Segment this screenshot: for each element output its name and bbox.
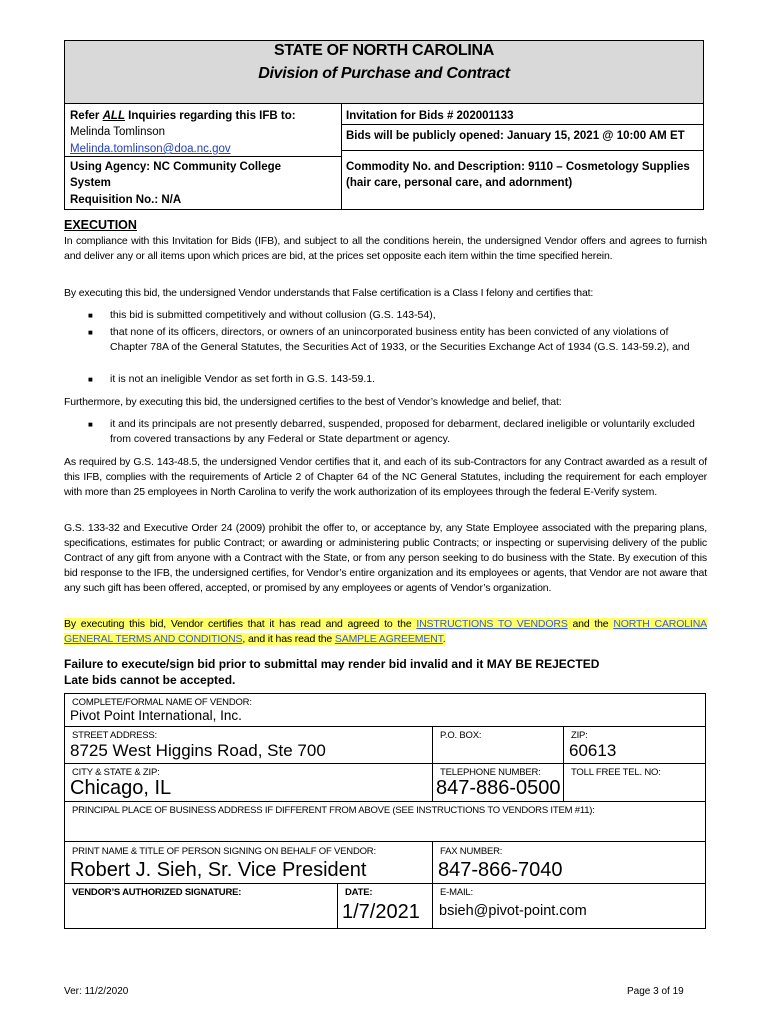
telephone-field[interactable]: 847-886-0500 xyxy=(436,777,561,799)
city-row xyxy=(65,764,705,802)
toll-free-field[interactable] xyxy=(564,764,705,801)
zip-field[interactable]: 60613 xyxy=(569,741,617,760)
highlighted-certification xyxy=(64,617,707,647)
bullet-icon: ■ xyxy=(88,328,93,337)
using-agency-line1: Using Agency: NC Community College xyxy=(70,161,282,173)
street-label: STREET ADDRESS: xyxy=(72,730,157,741)
date-field[interactable]: 1/7/2021 xyxy=(342,901,420,923)
vendor-name-field[interactable]: Pivot Point International, Inc. xyxy=(70,708,242,723)
sample-agreement-link[interactable]: SAMPLE AGREEMENT xyxy=(334,633,443,645)
vendor-info-form xyxy=(64,693,706,929)
hl-text-d: . xyxy=(442,633,446,645)
vendor-name-row xyxy=(65,694,705,727)
phone-label: TELEPHONE NUMBER: xyxy=(440,767,541,778)
document-header xyxy=(64,40,704,104)
zip-label: ZIP: xyxy=(571,730,588,741)
state-title: STATE OF NORTH CAROLINA xyxy=(273,42,495,59)
hl-text-b: and the xyxy=(567,618,614,630)
bullet-text: it is not an ineligible Vendor as set forth in G.S. 143-59.1. xyxy=(110,373,375,385)
signature-field[interactable] xyxy=(65,884,338,928)
bullet-text: it and its principals are not presently debarred, suspended, proposed for debarment, declared ineligible or voluntarily excluded from covered transactions by any Federal or State department or agency. xyxy=(110,418,695,445)
rejection-warning xyxy=(64,656,599,688)
city-label: CITY & STATE & ZIP: xyxy=(72,767,160,778)
date-label: DATE: xyxy=(345,887,373,898)
signature-label: VENDOR’S AUTHORIZED SIGNATURE: xyxy=(72,887,242,898)
info-left-column xyxy=(65,104,342,209)
street-row xyxy=(65,727,705,764)
bullet-icon: ■ xyxy=(88,311,93,320)
hl-text-a: By executing this bid, Vendor certifies that it has read and agreed to the xyxy=(64,618,417,630)
instructions-to-vendors-link[interactable]: INSTRUCTIONS TO VENDORS xyxy=(416,618,568,630)
fax-field[interactable]: 847-866-7040 xyxy=(438,859,563,881)
paragraph-gift-ban: G.S. 133-32 and Executive Order 24 (2009) prohibit the offer to, or acceptance by, any State Employee associated with the preparing plans, specifications, estimates for public Contract; or awarding or administering public Contracts; or inspecting or supervising delivery of the public Contract of any gift from anyone with a Contract with the State, or from any person seeking to do business with the State. By execution of this bid response to the IFB, the undersigned certifies, for Vendor’s entire organization and its employees or agents, that Vendor are not aware that any such gift has been offered, accepted, or promised by any employees or agents of Vendor’s organization. xyxy=(64,522,707,594)
hl-text-c: , and it has read the xyxy=(242,633,335,645)
ifb-number: Invitation for Bids # 202001133 xyxy=(346,110,514,122)
division-title: Division of Purchase and Contract xyxy=(258,65,510,82)
warning-line1: Failure to execute/sign bid prior to submittal may render bid invalid and it MAY BE REJECTED xyxy=(64,657,600,671)
requisition-number: Requisition No.: N/A xyxy=(70,194,182,206)
refer-all: ALL xyxy=(102,110,125,122)
bullet-icon: ■ xyxy=(88,375,93,384)
bullet-icon: ■ xyxy=(88,420,93,429)
fax-label: FAX NUMBER: xyxy=(440,846,503,857)
bullet-text: that none of its officers, directors, or owners of an unincorporated business entity has been convicted of any violations of Chapter 78A of the General Statutes, the Securities Act of 1933, or the Securities Exchange Act of 1934 (G.S. 143-59.2), and xyxy=(110,326,690,353)
version-footer: Ver: 11/2/2020 xyxy=(64,986,129,997)
using-agency-line2: System xyxy=(70,177,111,189)
refer-prefix: Refer xyxy=(70,110,103,122)
paragraph-certification: By executing this bid, the undersigned Vendor understands that False certification is a Class I felony and certifies that: xyxy=(64,287,594,299)
city-state-field[interactable]: Chicago, IL xyxy=(70,777,172,799)
commodity-line1: Commodity No. and Description: 9110 – Cosmetology Supplies xyxy=(346,161,690,173)
po-box-field[interactable] xyxy=(433,727,564,763)
ifb-info-table xyxy=(64,103,704,210)
vendor-name-label: COMPLETE/FORMAL NAME OF VENDOR: xyxy=(72,697,252,708)
bullet-text: this bid is submitted competitively and without collusion (G.S. 143-54), xyxy=(110,309,436,321)
signature-row xyxy=(65,884,705,928)
contact-name: Melinda Tomlinson xyxy=(70,126,166,138)
principal-address-row[interactable] xyxy=(65,802,705,842)
warning-line2: Late bids cannot be accepted. xyxy=(64,673,236,687)
paragraph-compliance: In compliance with this Invitation for Bids (IFB), and subject to all the conditions herein, the undersigned Vendor offers and agrees to furnish and deliver any or all items upon which prices are bid, at the prices set opposite each item within the time specified herein. xyxy=(64,235,707,262)
execution-heading: EXECUTION xyxy=(64,218,137,232)
print-name-field[interactable]: Robert J. Sieh, Sr. Vice President xyxy=(70,859,367,881)
po-box-label: P.O. BOX: xyxy=(440,730,482,741)
info-right-column xyxy=(341,104,703,209)
email-label: E-MAIL: xyxy=(440,887,473,898)
email-field[interactable]: bsieh@pivot-point.com xyxy=(439,903,587,919)
bid-opening: Bids will be publicly opened: January 15, 2021 @ 10:00 AM ET xyxy=(346,130,685,142)
refer-suffix: Inquiries regarding this IFB to: xyxy=(124,110,296,122)
commodity-line2: (hair care, personal care, and adornment) xyxy=(346,177,573,189)
street-address-field[interactable]: 8725 West Higgins Road, Ste 700 xyxy=(70,741,326,760)
principal-address-label: PRINCIPAL PLACE OF BUSINESS ADDRESS IF DIFFERENT FROM ABOVE (SEE INSTRUCTIONS TO VENDORS ITEM #11): xyxy=(72,805,595,816)
signer-row xyxy=(65,842,705,884)
nc-terms-conditions-link[interactable]: NORTH CAROLINA GENERAL TERMS AND CONDITIONS xyxy=(64,618,707,645)
toll-free-label: TOLL FREE TEL. NO: xyxy=(571,767,661,778)
paragraph-furthermore: Furthermore, by executing this bid, the undersigned certifies to the best of Vendor’s knowledge and belief, that: xyxy=(64,396,562,408)
print-name-label: PRINT NAME & TITLE OF PERSON SIGNING ON BEHALF OF VENDOR: xyxy=(72,846,376,857)
paragraph-everify: As required by G.S. 143-48.5, the undersigned Vendor certifies that it, and each of its sub-Contractors for any Contract awarded as a result of this IFB, complies with the requirements of Article 2 of Chapter 64 of the NC General Statutes, including the requirement for each employer with more than 25 employees in North Carolina to verify the work authorization of its employees through the federal E-Verify system. xyxy=(64,456,707,498)
page-number: Page 3 of 19 xyxy=(627,986,684,997)
contact-email-link[interactable]: Melinda.tomlinson@doa.nc.gov xyxy=(70,143,231,155)
